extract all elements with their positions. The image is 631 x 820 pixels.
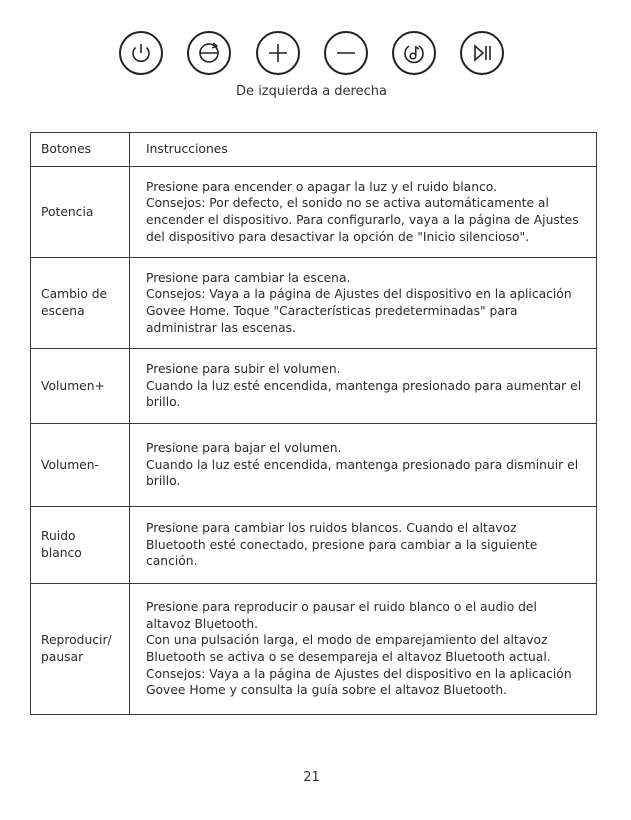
instruction-line: Cuando la luz esté encendida, mantenga presionado para aumentar el — [146, 378, 582, 393]
instruction-line: Presione para reproducir o pausar el ruido blanco o el audio del — [146, 600, 537, 615]
play-pause-icon — [460, 31, 504, 75]
caption: De izquierda a derecha — [236, 84, 387, 99]
instruction-line: Cuando la luz esté encendida, mantenga presionado para disminuir el — [146, 457, 579, 472]
instruction-cell — [130, 349, 597, 424]
button-name-cell — [31, 424, 130, 507]
button-name-cell — [31, 167, 130, 258]
header-instructions: Instrucciones — [130, 133, 597, 167]
button-name: Volumen+ — [41, 378, 105, 393]
instruction-line: Consejos: Vaya a la página de Ajustes del dispositivo en la aplicación — [146, 666, 572, 681]
instructions-table — [30, 132, 597, 715]
button-name: Potencia — [41, 204, 94, 219]
table-row — [31, 167, 597, 258]
header-buttons: Botones — [31, 133, 130, 167]
button-name-cell — [31, 258, 130, 349]
button-name: Cambio de — [41, 287, 108, 302]
instruction-line: brillo. — [146, 395, 181, 410]
button-name: blanco — [41, 546, 82, 560]
table-row — [31, 507, 597, 584]
scene-change-icon — [187, 31, 231, 75]
instruction-line: Con una pulsación larga, el modo de emparejamiento del altavoz — [146, 633, 548, 648]
button-name: escena — [41, 304, 85, 318]
instruction-line: Presione para encender o apagar la luz y el ruido blanco. — [146, 179, 497, 194]
instruction-line: Presione para cambiar los ruidos blancos. Cuando el altavoz — [146, 521, 517, 536]
instruction-line: Govee Home y consulta la guía sobre el altavoz Bluetooth. — [146, 683, 508, 698]
instruction-line: Govee Home. Toque "Características predeterminadas" para — [146, 304, 518, 318]
button-name: Ruido — [41, 529, 76, 544]
instruction-cell — [130, 507, 597, 584]
table-row — [31, 424, 597, 507]
white-noise-icon — [392, 31, 436, 75]
instruction-cell — [130, 167, 597, 258]
instruction-cell — [130, 258, 597, 349]
instruction-line: Consejos: Por defecto, el sonido no se activa automáticamente al — [146, 196, 549, 211]
instruction-line: Bluetooth esté conectado, presione para cambiar a la siguiente — [146, 537, 538, 552]
instruction-line: canción. — [146, 554, 198, 569]
button-icon-row — [0, 31, 631, 77]
button-name-cell — [31, 584, 130, 715]
volume-up-icon — [256, 31, 300, 75]
table-row — [31, 349, 597, 424]
instruction-line: administrar las escenas. — [146, 320, 296, 335]
button-name: pausar — [41, 650, 84, 664]
instruction-cell — [130, 424, 597, 507]
instruction-line: brillo. — [146, 474, 181, 489]
instruction-cell — [130, 584, 597, 715]
instruction-line: altavoz Bluetooth. — [146, 616, 259, 631]
instruction-line: Presione para subir el volumen. — [146, 362, 341, 377]
table-row — [31, 258, 597, 349]
instruction-line: del dispositivo para desactivar la opción de "Inicio silencioso". — [146, 229, 530, 244]
instruction-line: Presione para bajar el volumen. — [146, 441, 342, 456]
table-row — [31, 584, 597, 715]
button-name: Volumen- — [41, 457, 99, 472]
instruction-line: encender el dispositivo. Para configurarlo, vaya a la página de Ajustes — [146, 213, 579, 227]
power-icon — [119, 31, 163, 75]
instruction-line: Presione para cambiar la escena. — [146, 270, 351, 285]
instruction-line: Consejos: Vaya a la página de Ajustes del dispositivo en la aplicación — [146, 287, 572, 302]
button-name: Reproducir/ — [41, 633, 112, 648]
page-number: 21 — [303, 770, 320, 785]
table-header-row — [31, 133, 597, 167]
volume-down-icon — [324, 31, 368, 75]
button-name-cell — [31, 349, 130, 424]
button-name-cell — [31, 507, 130, 584]
instruction-line: Bluetooth se activa o se desempareja el altavoz Bluetooth actual. — [146, 650, 551, 664]
